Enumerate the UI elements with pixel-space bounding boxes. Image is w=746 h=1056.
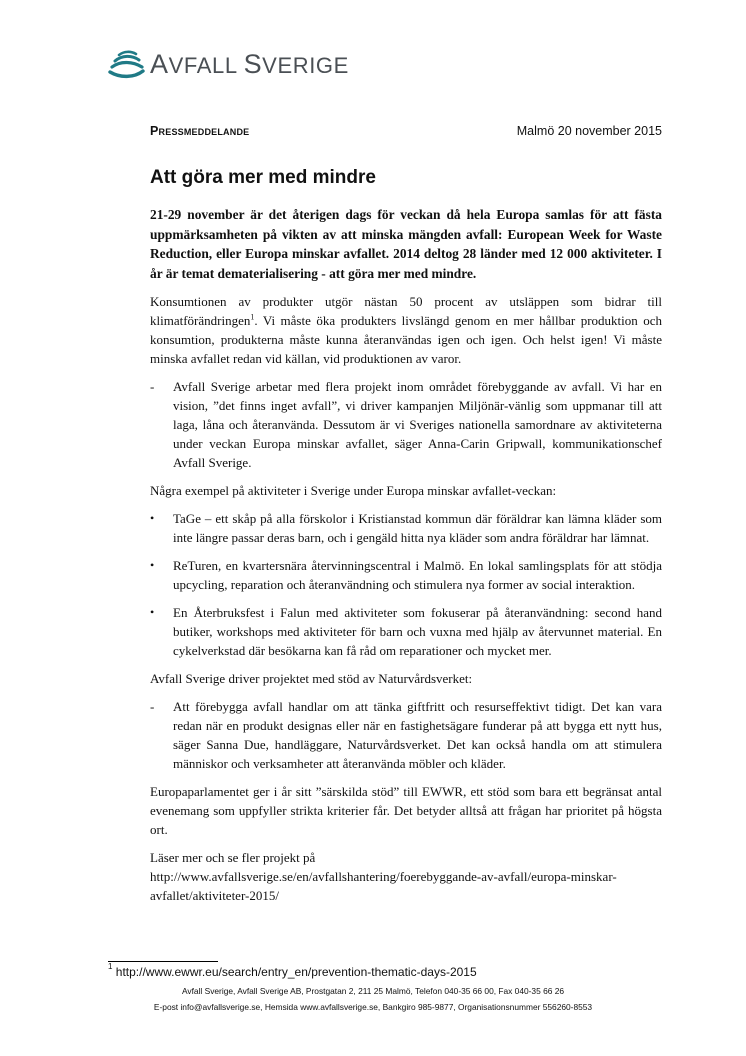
footnote-ref[interactable]: 1 [250, 312, 255, 322]
bullet-marker: • [150, 511, 155, 525]
footnote: $^1$ http://www.ewwr.eu/search/entry_en/prevention-thematic-days-2015 [108, 962, 477, 979]
paragraph-consumption: Konsumtionen av produkter utgör nästan 50 procent av utsläppen som bidrar till klimatförändringen$^1$. Vi måste öka produkters livslängd genom en mer hållbar produktion och konsumtion, produkterna måste kunna återanvändas igen och igen. Och helst igen! Vi måste minska avfallet redan vid källan, vid produktionen av varor. [150, 294, 662, 366]
logo-wordmark: AVFALL SVERIGE [150, 48, 349, 79]
bullet-marker: • [150, 605, 155, 619]
paragraph-read-more: Läser mer och se fler projekt på http://www.avfallsverige.se/en/avfallshantering/foerebyggande-av-avfall/europa-minskar-avfallet/aktiviteter-2015/ [150, 850, 617, 903]
dash-marker: - [150, 699, 155, 714]
list-item [150, 509, 662, 547]
paragraph-project-support: Avfall Sverige driver projektet med stöd av Naturvårdsverket: [150, 671, 473, 686]
lead-paragraph: 21-29 november är det återigen dags för veckan då hela Europa samlas för att fästa uppmärksamheten på vikten av att minska mängden avfall: European Week for Waste Reduction, eller Europa minskar avfallet. 2014 deltog 28 länder med 12 000 aktiviteter. I år är temat dematerialisering - att göra mer med mindre. [150, 207, 662, 281]
quote-text: Avfall Sverige arbetar med flera projekt inom området förebyggande av avfall. Vi har en vision, ”det finns inget avfall”, vi driver kampanjen Miljönär-vänlig som uppmanar till att laga, låna och återanvända. Dessutom är vi Sveriges nationella samordnare av aktiviteterna under veckan Europa minskar avfallet, säger Anna-Carin Gripwall, kommunikationschef Avfall Sverige. [173, 379, 662, 470]
footer-address: Avfall Sverige, Avfall Sverige AB, Prostgatan 2, 211 25 Malmö, Telefon 040-35 66 00, Fax 040-35 66 26 [181, 986, 565, 996]
quote-naturvardsverket [150, 697, 662, 773]
footnote-divider [108, 961, 218, 962]
list-item-text: En Återbruksfest i Falun med aktiviteter som fokuserar på återanvändning: second hand butiker, workshops med aktiviteter för barn och vuxna med hjälp av återvunnet material. En cykelverkstad där besökarna kan få råd om reparationer och mycket mer. [173, 605, 662, 658]
list-item [150, 556, 662, 594]
list-item-text: ReTuren, en kvartersnära återvinningscentral i Malmö. En lokal samlingsplats för att stödja upcycling, reparation och återanvändning och stimulera nya former av social interaktion. [173, 558, 662, 592]
read-more-link[interactable]: http://www.avfallsverige.se/en/avfallshantering/foerebyggande-av-avfall/europa-minskar-avfallet/aktiviteter-2015/ [150, 869, 617, 903]
document-header [150, 124, 662, 142]
bullet-marker: • [150, 558, 155, 572]
company-logo [106, 42, 349, 82]
quote-text: Att förebygga avfall handlar om att tänka giftfritt och resurseffektivt tidigt. Det kan vara redan när en produkt designas eller när en fastighetsägare funderar på att bygga ett nytt hus, säger Sanna Due, handläggare, Naturvårdsverket. Det kan också handla om att stimulera människor och verksamheter att återanvända möbler och kläder. [173, 699, 662, 771]
footnote-link[interactable]: http://www.ewwr.eu/search/entry_en/prevention-thematic-days-2015 [112, 965, 477, 979]
avfall-sverige-wave-icon [106, 42, 146, 82]
document-type: Pressmeddelande [150, 124, 250, 138]
document-date: Malmö 20 november 2015 [516, 124, 662, 138]
dash-marker: - [150, 379, 155, 394]
article-body [150, 205, 662, 914]
list-item [150, 603, 662, 660]
footer-contact: E-post info@avfallsverige.se, Hemsida www.avfallsverige.se, Bankgiro 985-9877, Organisationsnummer 556260-8553 [153, 1002, 593, 1012]
list-item-text: TaGe – ett skåp på alla förskolor i Kristianstad kommun där föräldrar kan lämna kläder som inte längre passar deras barn, och i gengäld hitta nya kläder som andra föräldrar har lämnat. [173, 511, 662, 545]
quote-speaker: Sanna Due, handläggare, Naturvårdsverket [206, 737, 438, 752]
quote-avfall-sverige [150, 377, 662, 472]
page-title: Att göra mer med mindre [150, 167, 376, 188]
paragraph-examples-intro: Några exempel på aktiviteter i Sverige under Europa minskar avfallet-veckan: [150, 483, 557, 498]
paragraph-europarliament: Europaparlamentet ger i år sitt ”särskilda stöd” till EWWR, ett stöd som bara ett begränsat antal evenemang som uppfyller strikta kriterier får. Det betyder alltså att frågan har prioritet på högsta ort. [150, 784, 662, 837]
